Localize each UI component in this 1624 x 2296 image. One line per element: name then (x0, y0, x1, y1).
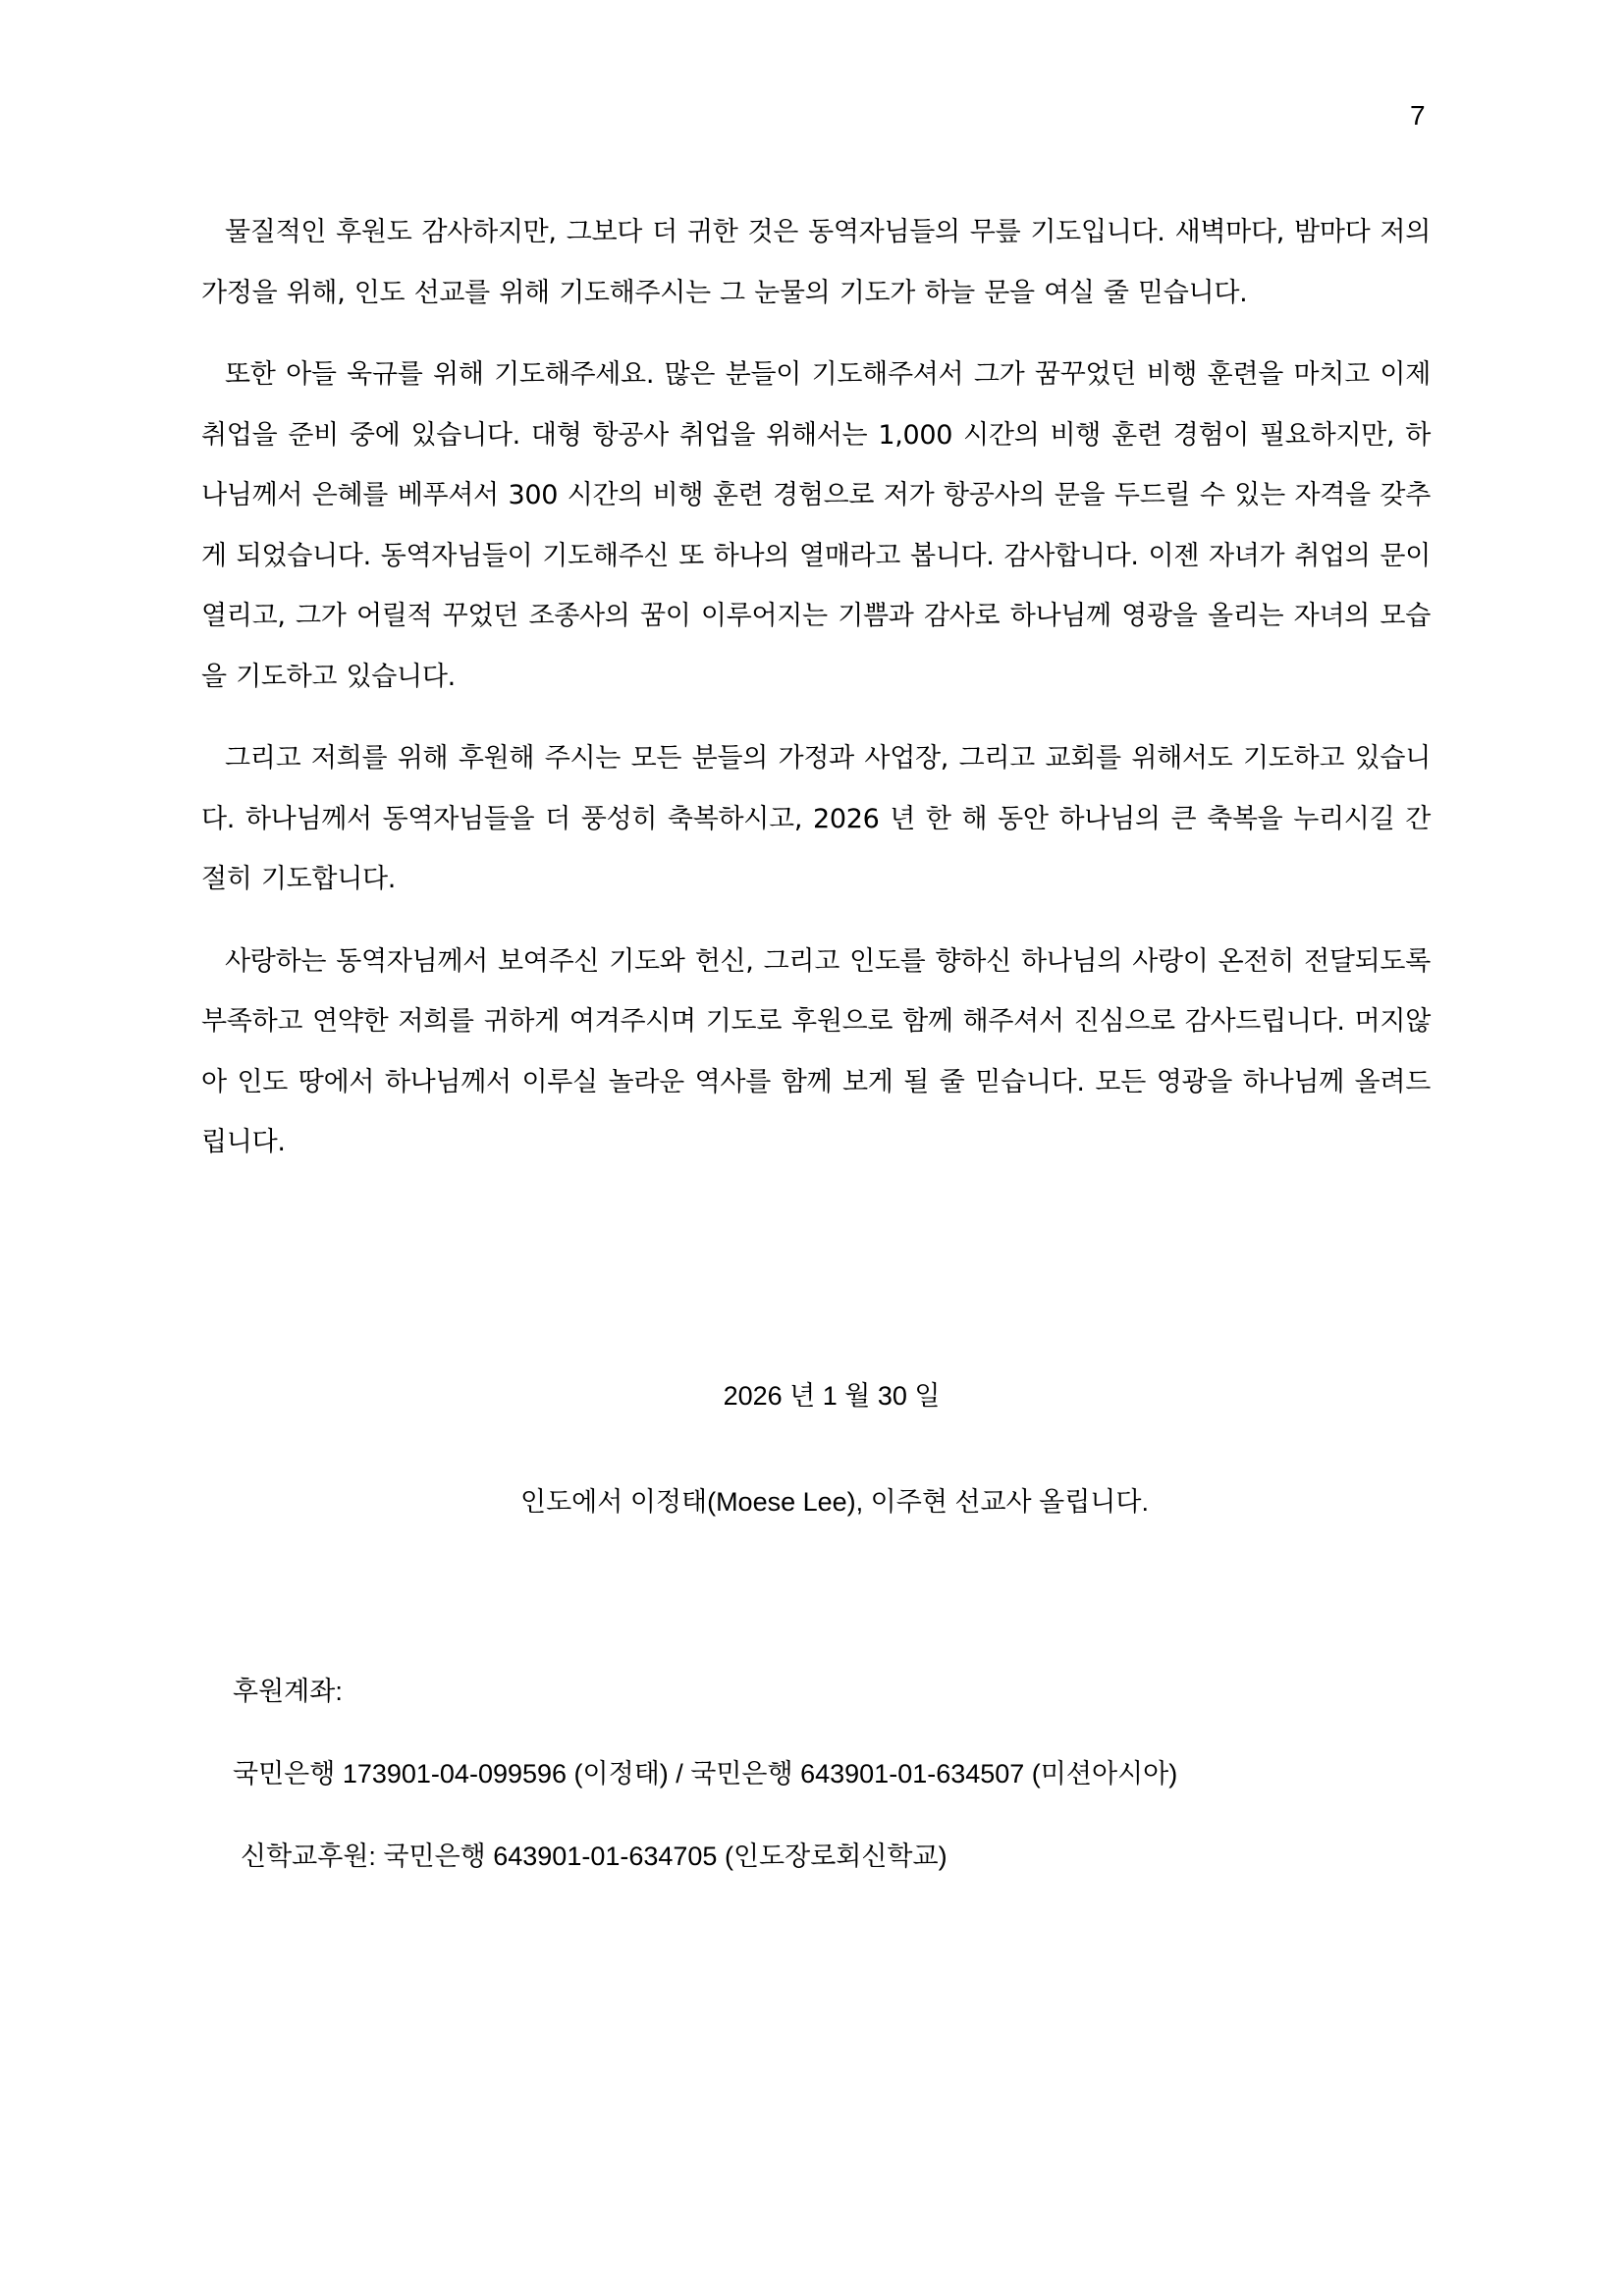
donation-accounts (233, 1672, 1177, 1919)
letter-body (201, 202, 1431, 1195)
paragraph-supporters-blessing: 그리고 저희를 위해 후원해 주시는 모든 분들의 가정과 사업장, 그리고 교회를 위해서도 기도하고 있습니다. 하나님께서 동역자님들을 더 풍성히 축복하시고, 2026 년 한 해 동안 하나님의 큰 축복을 누리시길 간절히 기도합니다. (201, 743, 1431, 894)
account-personal-line: 국민은행 173901-04-099596 (이정태) / 국민은행 643901-01-634507 (미션아시아) (233, 1759, 1178, 1789)
letter-signature: 인도에서 이정태(Moese Lee), 이주현 선교사 올립니다. (520, 1487, 1149, 1517)
letter-date: 2026 년 1 월 30 일 (723, 1381, 941, 1411)
paragraph-son-prayer: 또한 아들 욱규를 위해 기도해주세요. 많은 분들이 기도해주셔서 그가 꿈꾸었던 비행 훈련을 마치고 이제 취업을 준비 중에 있습니다. 대형 항공사 취업을 위해서는 1,000 시간의 비행 훈련 경험이 필요하지만, 하나님께서 은혜를 베푸셔서 300 시간의 비행 훈련 경험으로 저가 항공사의 문을 두드릴 수 있는 자격을 갖추게 되었습니다. 동역자님들이 기도해주신 또 하나의 열매라고 봅니다. 감사합니다. 이젠 자녀가 취업의 문이 열리고, 그가 어릴적 꾸었던 조종사의 꿈이 이루어지는 기쁨과 감사로 하나님께 영광을 올리는 자녀의 모습을 기도하고 있습니다. (201, 359, 1431, 692)
page-number: 7 (1410, 100, 1426, 131)
paragraph-thanks: 사랑하는 동역자님께서 보여주신 기도와 헌신, 그리고 인도를 향하신 하나님의 사랑이 온전히 전달되도록 부족하고 연약한 저희를 귀하게 여겨주시며 기도로 후원으로 함께 해주셔서 진심으로 감사드립니다. 머지않아 인도 땅에서 하나님께서 이루실 놀라운 역사를 함께 보게 될 줄 믿습니다. 모든 영광을 하나님께 올려드립니다. (201, 945, 1431, 1157)
account-school-line: 신학교후원: 국민은행 643901-01-634705 (인도장로회신학교) (241, 1842, 947, 1871)
accounts-heading: 후원계좌: (233, 1677, 343, 1706)
paragraph-prayer-request: 물질적인 후원도 감사하지만, 그보다 더 귀한 것은 동역자님들의 무릎 기도입니다. 새벽마다, 밤마다 저의 가정을 위해, 인도 선교를 위해 기도해주시는 그 눈물의 기도가 하늘 문을 여실 줄 믿습니다. (201, 217, 1431, 308)
